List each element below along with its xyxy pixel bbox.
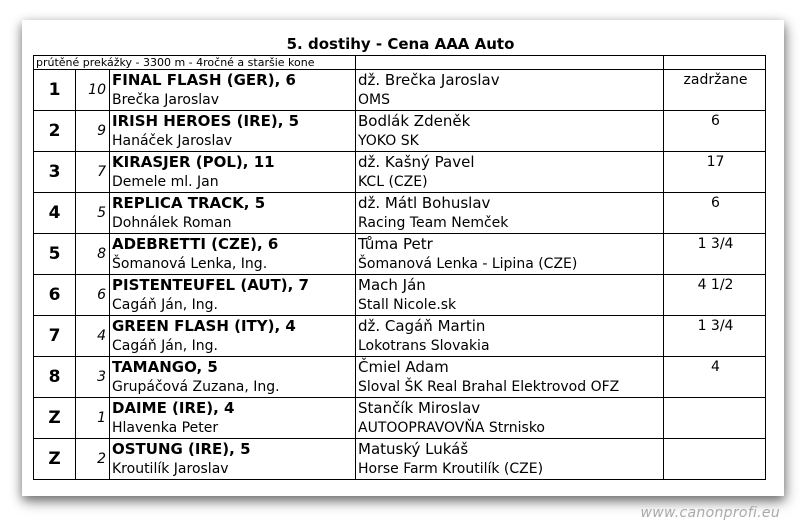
trainer-name: Demele ml. Jan (110, 172, 356, 193)
distance-cell: 4 (664, 357, 766, 378)
horse-name: PISTENTEUFEL (AUT), 7 (110, 275, 356, 296)
place-cell: Z (34, 439, 76, 480)
horse-name: DAIME (IRE), 4 (110, 398, 356, 419)
distance-empty-cell (664, 418, 766, 439)
start-number-cell: 6 (76, 275, 110, 316)
subtitle-empty-cell (664, 56, 766, 70)
distance-empty-cell (664, 377, 766, 398)
rider-name: Čmiel Adam (356, 357, 664, 378)
results-table (33, 34, 766, 480)
distance-cell: zadržane (664, 70, 766, 91)
place-cell: 2 (34, 111, 76, 152)
result-row-detail (34, 336, 766, 357)
owner-name: Sloval ŠK Real Brahal Elektrovod OFZ (356, 377, 664, 398)
result-row (34, 316, 766, 337)
owner-name: AUTOOPRAVOVŇA Strnisko (356, 418, 664, 439)
distance-empty-cell (664, 336, 766, 357)
result-row-detail (34, 172, 766, 193)
result-row (34, 398, 766, 419)
horse-name: IRISH HEROES (IRE), 5 (110, 111, 356, 132)
result-row (34, 152, 766, 173)
place-cell: 6 (34, 275, 76, 316)
place-cell: 1 (34, 70, 76, 111)
result-row-detail (34, 131, 766, 152)
race-subtitle: prútěné prekážky - 3300 m - 4ročné a staršie kone (34, 56, 356, 70)
distance-empty-cell (664, 131, 766, 152)
owner-name: Lokotrans Slovakia (356, 336, 664, 357)
distance-empty-cell (664, 459, 766, 480)
place-cell: 7 (34, 316, 76, 357)
result-row-detail (34, 213, 766, 234)
distance-cell: 17 (664, 152, 766, 173)
distance-cell: 1 3/4 (664, 234, 766, 255)
distance-cell: 6 (664, 111, 766, 132)
result-row (34, 275, 766, 296)
start-number-cell: 1 (76, 398, 110, 439)
result-row (34, 439, 766, 460)
start-number-cell: 4 (76, 316, 110, 357)
watermark: www.canonprofi.eu (640, 505, 780, 521)
place-cell: 4 (34, 193, 76, 234)
owner-name: YOKO SK (356, 131, 664, 152)
result-row-detail (34, 418, 766, 439)
place-cell: 3 (34, 152, 76, 193)
rider-name: Mach Ján (356, 275, 664, 296)
start-number-cell: 2 (76, 439, 110, 480)
result-row-detail (34, 295, 766, 316)
trainer-name: Grupáčová Zuzana, Ing. (110, 377, 356, 398)
place-cell: Z (34, 398, 76, 439)
rider-name: dž. Cagáň Martin (356, 316, 664, 337)
rider-name: Matuský Lukáš (356, 439, 664, 460)
horse-name: OSTUNG (IRE), 5 (110, 439, 356, 460)
rider-name: dž. Brečka Jaroslav (356, 70, 664, 91)
distance-empty-cell (664, 254, 766, 275)
owner-name: KCL (CZE) (356, 172, 664, 193)
distance-cell (664, 398, 766, 419)
subtitle-empty-cell (356, 56, 664, 70)
result-row-detail (34, 90, 766, 111)
horse-name: ADEBRETTI (CZE), 6 (110, 234, 356, 255)
start-number-cell: 3 (76, 357, 110, 398)
result-row (34, 70, 766, 91)
start-number-cell: 8 (76, 234, 110, 275)
rider-name: dž. Kašný Pavel (356, 152, 664, 173)
start-number-cell: 5 (76, 193, 110, 234)
trainer-name: Šomanová Lenka, Ing. (110, 254, 356, 275)
result-row (34, 234, 766, 255)
horse-name: REPLICA TRACK, 5 (110, 193, 356, 214)
rider-name: Stančík Miroslav (356, 398, 664, 419)
distance-cell (664, 439, 766, 460)
result-row-detail (34, 459, 766, 480)
trainer-name: Hlavenka Peter (110, 418, 356, 439)
owner-name: Stall Nicole.sk (356, 295, 664, 316)
horse-name: KIRASJER (POL), 11 (110, 152, 356, 173)
place-cell: 8 (34, 357, 76, 398)
distance-cell: 1 3/4 (664, 316, 766, 337)
result-row-detail (34, 254, 766, 275)
horse-name: GREEN FLASH (ITY), 4 (110, 316, 356, 337)
distance-empty-cell (664, 90, 766, 111)
rider-name: Bodlák Zdeněk (356, 111, 664, 132)
distance-empty-cell (664, 213, 766, 234)
start-number-cell: 7 (76, 152, 110, 193)
trainer-name: Cagáň Ján, Ing. (110, 295, 356, 316)
result-row (34, 357, 766, 378)
trainer-name: Brečka Jaroslav (110, 90, 356, 111)
distance-cell: 4 1/2 (664, 275, 766, 296)
start-number-cell: 9 (76, 111, 110, 152)
owner-name: OMS (356, 90, 664, 111)
distance-empty-cell (664, 295, 766, 316)
distance-cell: 6 (664, 193, 766, 214)
rider-name: Tůma Petr (356, 234, 664, 255)
trainer-name: Cagáň Ján, Ing. (110, 336, 356, 357)
owner-name: Horse Farm Kroutilík (CZE) (356, 459, 664, 480)
result-row (34, 193, 766, 214)
rider-name: dž. Mátl Bohuslav (356, 193, 664, 214)
start-number-cell: 10 (76, 70, 110, 111)
place-cell: 5 (34, 234, 76, 275)
race-title: 5. dostihy - Cena AAA Auto (34, 34, 766, 56)
result-row (34, 111, 766, 132)
trainer-name: Dohnálek Roman (110, 213, 356, 234)
result-row-detail (34, 377, 766, 398)
trainer-name: Hanáček Jaroslav (110, 131, 356, 152)
trainer-name: Kroutilík Jaroslav (110, 459, 356, 480)
owner-name: Racing Team Nemček (356, 213, 664, 234)
horse-name: FINAL FLASH (GER), 6 (110, 70, 356, 91)
distance-empty-cell (664, 172, 766, 193)
horse-name: TAMANGO, 5 (110, 357, 356, 378)
owner-name: Šomanová Lenka - Lipina (CZE) (356, 254, 664, 275)
